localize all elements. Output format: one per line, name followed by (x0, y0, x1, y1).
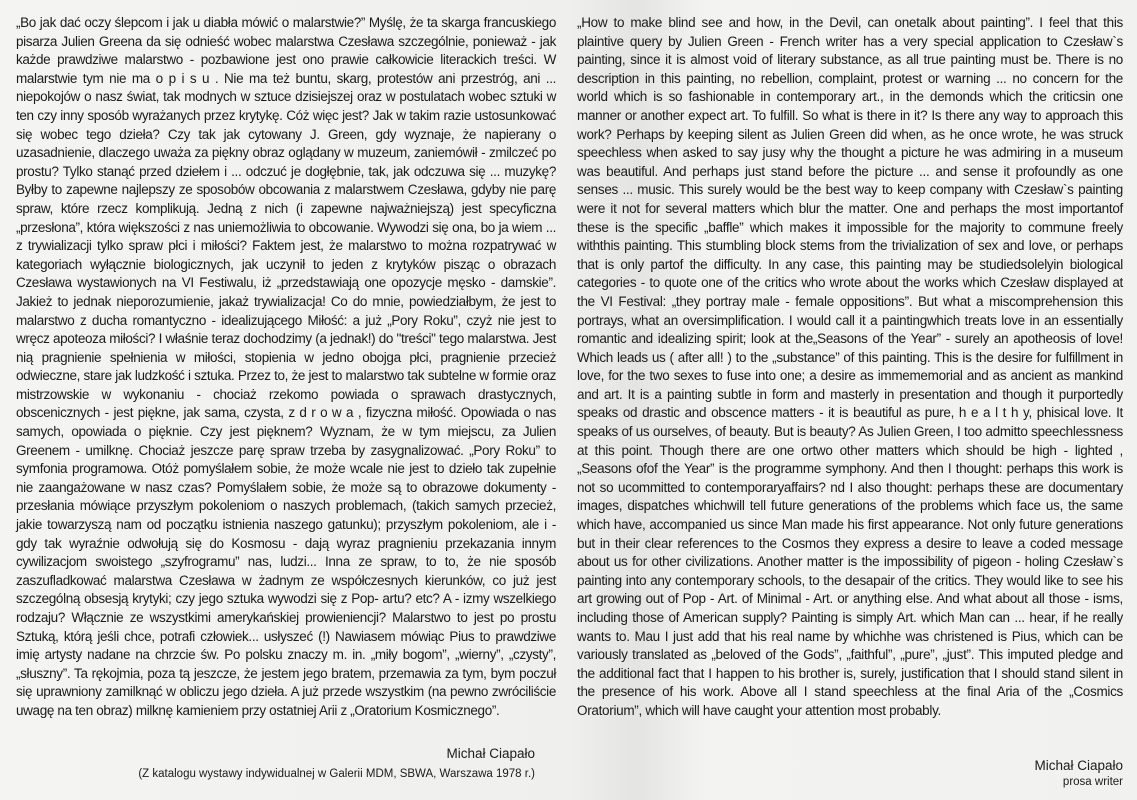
english-paragraph: „How to make blind see and how, in the Devil, can onetalk about painting”. I feel that this plaintive query by Julien Green - French writer has a very special application to Czesław`s painting, since it is almost void of literary substance, as all true painting must be. There is no description in this painting, no rebellion, complaint, protest or warning ... no concern for the world which is so fashionable in contemporary art., in the demonds which the criticsin one manner or another expect art. To fulfill. So what is there in it? Is there any way to approach this work? Perhaps by keeping silent as Julien Green did when, as he once wrote, he was struck speechless when asked to say jusy why the thought a picture he was admiring in a museum was beautiful. And perhaps just stand before the picture ... and sense it profoundly as one senses ... music. This surely would be the best way to keep company with Czesław`s painting were it not for several matters which blur the matter. One and perhaps the most importantof these is the specific „baffle” which makes it impossible for the majority to commune freely withthis painting. This stumbling block stems from the trivialization of sex and love, or perhaps that is only partof the difficulty. In any case, this painting may be studiedsolelyin biological categories - to quote one of the critics who wrote about the works which Czesław displayed at the VI Festival: „they portray male - female oppositions”. But what a miscomprehension this portrays, what an oversimplification. I would call it a paintingwhich treats love in an essentially romantic and idealizing spirit; look at the„Seasons of the Year” - surely an apotheosis of love! Which leads us ( after all! ) to the „substance” of this painting. This is the desire for fulfillment in love, for the two sexes to fuse into one; a desire as immememorial and as ancient as mankind and art. It is a painting subtle in form and masterly in presentation and though it purportedly speaks od drastic and obscence matters - it is beautiful as pure, h e a l t h y, phisical love. It speaks of us ourselves, of beauty. But is beauty? As Julien Green, I too admitto speechlessness at this point. Though there are one ortwo other matters which should be high - lighted , „Seasons ofof the Year” is the programme symphony. And then I thought: perhaps this work is not so ucommitted to contemporaryaffairs? nd I also thought: perhaps these are documentary images, dispatches whichwill tell future generations of the problems which face us, the same which have, accompanied us since Man made his first appearance. Not only future generations but in their clear references to the Cosmos they express a desire to leave a coded message about us for other civilizations. Another matter is the impossibility of pigeon - holing Czesław`s painting into any contemporary schools, to the desapair of the critics. They would like to see his art growing out of Pop - Art. of Minimal - Art. or anything else. And what about all those - isms, including those of American supply? Painting is simply Art. which Man can ... hear, if he really wants to. Mau I just add that his real name by whichhe was christened is Pius, which can be variously translated as „beloved of the Gods”, „faithful”, „pure”, „just”. This imputed pledge and the additional fact that I happen to his brother is, surely, justification that I should stand silent in the presence of his work. Above all I stand speechless at the final Aria of the „Cosmics Oratorium”, which will have caught your attention most probably. (577, 15, 1123, 718)
author-name: Michał Ciapało (1034, 758, 1123, 773)
catalogue-source-note: (Z katalogu wystawy indywidualnej w Galerii MDM, SBWA, Warszawa 1978 r.) (138, 768, 535, 780)
polish-signature (15, 745, 535, 782)
polish-paragraph: „Bo jak dać oczy ślepcom i jak u diabła mówić o malarstwie?” Myślę, że ta skarga francuskiego pisarza Julien Greena da się odnieść wobec malarstwa Czesława szczególnie, ponieważ - jak każde prawdziwe malarstwo - pozbawione jest ono prawie całkowicie literackich treści. W malarstwie tym nie ma o p i s u . Nie ma też buntu, skarg, protestów ani przestróg, ani ... niepokojów o nasz świat, tak modnych w sztuce dzisiejszej oraz w postulatach wobec sztuki w ten czy inny sposób wyrażanych przez krytykę. Cóż więc jest? Jak w takim razie ustosunkować się wobec tego dzieła? Czy tak jak cytowany J. Green, gdy wyznaje, że napierany o uzasadnienie, dlaczego uważa za piękny obraz oglądany w muzeum, zaniemówił - zmilczeć po prostu? Tylko stanąć przed dziełem i ... odczuć je dogłębnie, tak, jak odczuwa się ... muzykę? Byłby to zapewne najlepszy ze sposobów obcowania z malarstwem Czesława, gdyby nie parę spraw, które rzecz komplikują. Jedną z nich (i zapewne najważniejszą) jest specyficzna „przesłona”, która większości z nas uniemożliwia to obcowanie. Wywodzi się ona, bo ja wiem ... z trywializacji tylko spraw płci i miłości? Faktem jest, że malarstwo to można rozpatrywać w kategoriach wyłącznie biologicznych, jak uczynił to jeden z krytyków pisząc o obrazach Czesława wystawionych na VI Festiwalu, iż „przedstawiają one opozycje męsko - damskie”. Jakież to jednak nieporozumienie, jakaż trywializacja! Co do mnie, powiedziałbym, że jest to malarstwo z ducha romantyczno - idealizującego Miłość: a już „Pory Roku”, czyż nie jest to wręcz apoteoza miłości? I właśnie teraz dochodzimy (a jednak!) do "treści" tego malarstwa. Jest nią pragnienie spełnienia w miłości, stopienia w jedno obojga płci, pragnienie przecież odwieczne, stare jak ludzkość i sztuka. Przez to, że jest to malarstwo tak subtelne w formie oraz mistrzowskie w wykonaniu - chociaż rzekomo powiada o sprawach drastycznych, obscenicznych - jest piękne, jak sama, czysta, z d r o w a , fizyczna miłość. Opowiada o nas samych, opowiada o pięknie. Czy jest pięknem? Wyznam, że w tym miejscu, za Julien Greenem - umilknę. Chociaż jeszcze parę spraw trzeba by zasygnalizować. „Pory Roku” to symfonia programowa. Otóż pomyślałem sobie, że może wcale nie jest to dzieło tak zupełnie nie zaangażowane w nasz czas? Pomyślałem sobie, że może są to obrazowe dokumenty - przesłania mówiące przyszłym pokoleniom o naszych problemach, (takich samych przecież, jakie towarzyszą nam od początku istnienia naszego gatunku); przyszłym pokoleniom, ale i - gdy tak wyraźnie odwołują się do Kosmosu - dają wyraz pragnieniu przekazania innym cywilizacjom swoistego „szyfrogramu” nas, ludzi... Inna ze spraw, to to, że nie sposób zaszufladkować malarstwa Czesława w żadnym ze współczesnych kierunków, co już jest szczególną obsesją krytyki; czy jego sztuka wywodzi się z Pop- artu? etc? A - izmy wszelkiego rodzaju? Włącznie ze wszystkimi amerykańskiej prowieniencji? Malarstwo to jest po prostu Sztuką, którą jeśli chce, potrafi człowiek... usłyszeć (!) Nawiasem mówiąc Pius to prawdziwe imię artysty nadane na chrzcie św. Po polsku znaczy m. in. „miły bogom”, „wierny”, „czysty”,„słuszny”. Ta rękojmia, poza tą jeszcze, że jestem jego bratem, przemawia za tym, bym poczuł się uprawniony zamilknąć w obliczu jego dzieła. A już przede wszystkim (na pewno zwróciliście uwagę na ten obraz) milknę kamieniem przy ostatniej Arii z „Oratorium Kosmicznego”. (16, 15, 556, 718)
english-signature (723, 757, 1123, 790)
author-name: Michał Ciapało (446, 746, 535, 761)
author-role: prosa writer (1062, 776, 1123, 788)
english-text-column (577, 14, 1123, 721)
polish-text-column (16, 14, 556, 721)
